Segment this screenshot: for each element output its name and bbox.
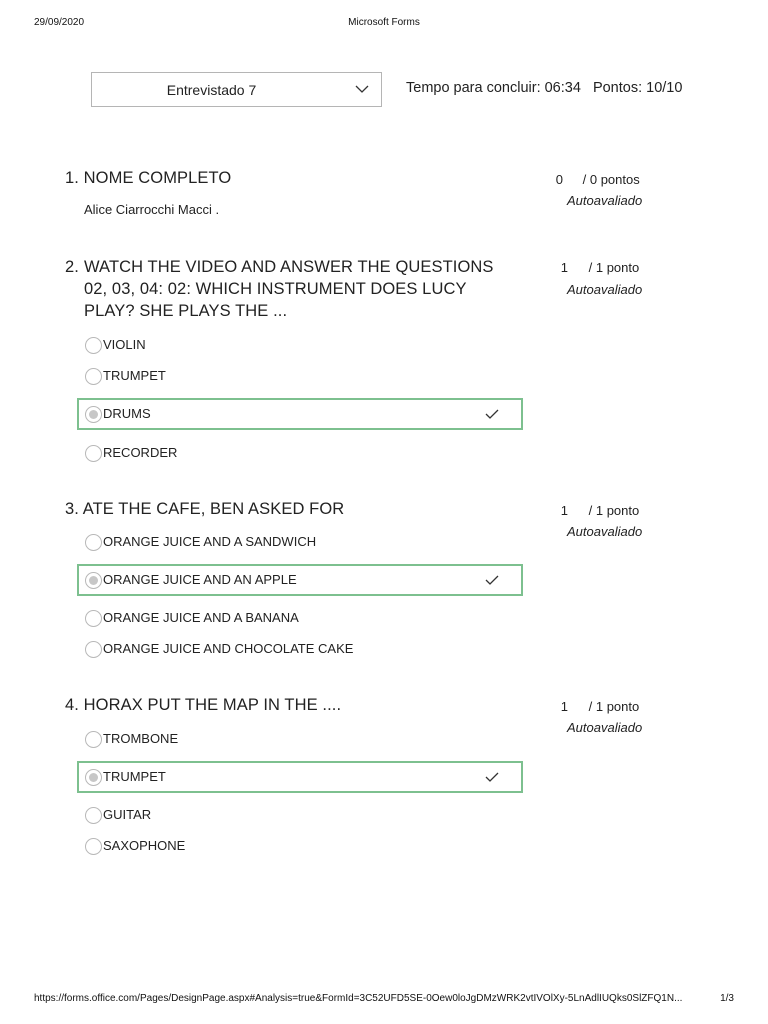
radio-button[interactable]: [85, 807, 102, 824]
score-max: / 1 ponto: [588, 503, 640, 518]
question-text: HORAX PUT THE MAP IN THE ....: [83, 696, 342, 714]
option-label: ORANGE JUICE AND AN APPLE: [103, 572, 297, 587]
response-summary: [406, 80, 682, 96]
option-label: RECORDER: [103, 445, 178, 460]
print-page-number: 1/3: [720, 993, 734, 1004]
question-3-option-chocolate-cake[interactable]: [77, 633, 523, 665]
question-number: 3.: [65, 500, 79, 518]
radio-button-selected[interactable]: [85, 406, 102, 423]
chevron-down-icon: [355, 84, 369, 94]
question-4-option-guitar[interactable]: [77, 799, 523, 831]
radio-button-selected[interactable]: [85, 572, 102, 589]
checkmark-icon: [485, 574, 499, 586]
question-text: NOME COMPLETO: [83, 169, 232, 187]
question-text: WATCH THE VIDEO AND ANSWER THE QUESTIONS 02, 03, 04: 02: WHICH INSTRUMENT DOES LUCY PLAY? SHE PLAYS THE ...: [84, 258, 494, 320]
question-2-title: [65, 256, 525, 322]
question-number: 4.: [65, 696, 79, 714]
option-label: ORANGE JUICE AND A BANANA: [103, 610, 299, 625]
question-2-option-drums[interactable]: [77, 398, 523, 430]
score-earned: 1: [560, 699, 568, 714]
option-label: GUITAR: [103, 807, 152, 822]
question-text: ATE THE CAFE, BEN ASKED FOR: [82, 500, 345, 518]
question-2-option-trumpet[interactable]: [77, 360, 523, 392]
question-3-option-apple[interactable]: [77, 564, 523, 596]
question-1-status: Autoavaliado: [567, 193, 643, 208]
score-max: / 0 pontos: [582, 172, 640, 187]
radio-button[interactable]: [85, 337, 102, 354]
question-3-status: Autoavaliado: [567, 524, 643, 539]
radio-button-selected[interactable]: [85, 769, 102, 786]
radio-button[interactable]: [85, 838, 102, 855]
option-label: TRUMPET: [103, 769, 166, 784]
question-2-status: Autoavaliado: [567, 282, 643, 297]
print-title: Microsoft Forms: [348, 17, 420, 28]
question-4-title: [65, 694, 525, 716]
time-to-complete: Tempo para concluir: 06:34: [406, 80, 581, 96]
question-1-score: [554, 172, 640, 187]
option-label: SAXOPHONE: [103, 838, 186, 853]
question-number: 2.: [65, 258, 79, 276]
question-2-option-recorder[interactable]: [77, 437, 523, 469]
option-label: TROMBONE: [103, 731, 179, 746]
checkmark-icon: [485, 408, 499, 420]
respondent-dropdown[interactable]: [91, 72, 382, 107]
question-4-status: Autoavaliado: [567, 720, 643, 735]
option-label: TRUMPET: [103, 368, 166, 383]
question-3-title: [65, 498, 525, 520]
question-2-option-violin[interactable]: [77, 329, 523, 361]
question-3-option-sandwich[interactable]: [77, 526, 523, 558]
radio-button[interactable]: [85, 368, 102, 385]
score-earned: 1: [560, 503, 568, 518]
score-max: / 1 ponto: [588, 699, 640, 714]
question-4-option-trombone[interactable]: [77, 723, 523, 755]
question-3-option-banana[interactable]: [77, 602, 523, 634]
question-3-score: [559, 503, 639, 518]
radio-button[interactable]: [85, 610, 102, 627]
option-label: VIOLIN: [103, 337, 146, 352]
score-earned: 1: [560, 260, 568, 275]
question-1-title: [65, 167, 525, 189]
radio-button[interactable]: [85, 534, 102, 551]
option-label: ORANGE JUICE AND CHOCOLATE CAKE: [103, 641, 354, 656]
score-max: / 1 ponto: [588, 260, 640, 275]
total-points: Pontos: 10/10: [592, 80, 683, 96]
checkmark-icon: [485, 771, 499, 783]
option-label: ORANGE JUICE AND A SANDWICH: [103, 534, 317, 549]
print-date: 29/09/2020: [34, 17, 85, 28]
question-4-score: [559, 699, 639, 714]
radio-button[interactable]: [85, 731, 102, 748]
question-4-option-trumpet[interactable]: [77, 761, 523, 793]
print-url: https://forms.office.com/Pages/DesignPage.aspx#Analysis=true&FormId=3C52UFD5SE-0Oew0loJgDMzWRK2vtIVOlXy-5LnAdlIUQks0SlZFQ1N...: [34, 993, 683, 1004]
option-label: DRUMS: [103, 406, 151, 421]
radio-button[interactable]: [85, 445, 102, 462]
score-earned: 0: [555, 172, 563, 187]
question-number: 1.: [65, 169, 79, 187]
radio-button[interactable]: [85, 641, 102, 658]
question-1-answer: Alice Ciarrocchi Macci .: [84, 202, 220, 217]
question-4-option-saxophone[interactable]: [77, 830, 523, 862]
question-2-score: [559, 260, 639, 275]
respondent-dropdown-value: Entrevistado 7: [166, 82, 257, 98]
